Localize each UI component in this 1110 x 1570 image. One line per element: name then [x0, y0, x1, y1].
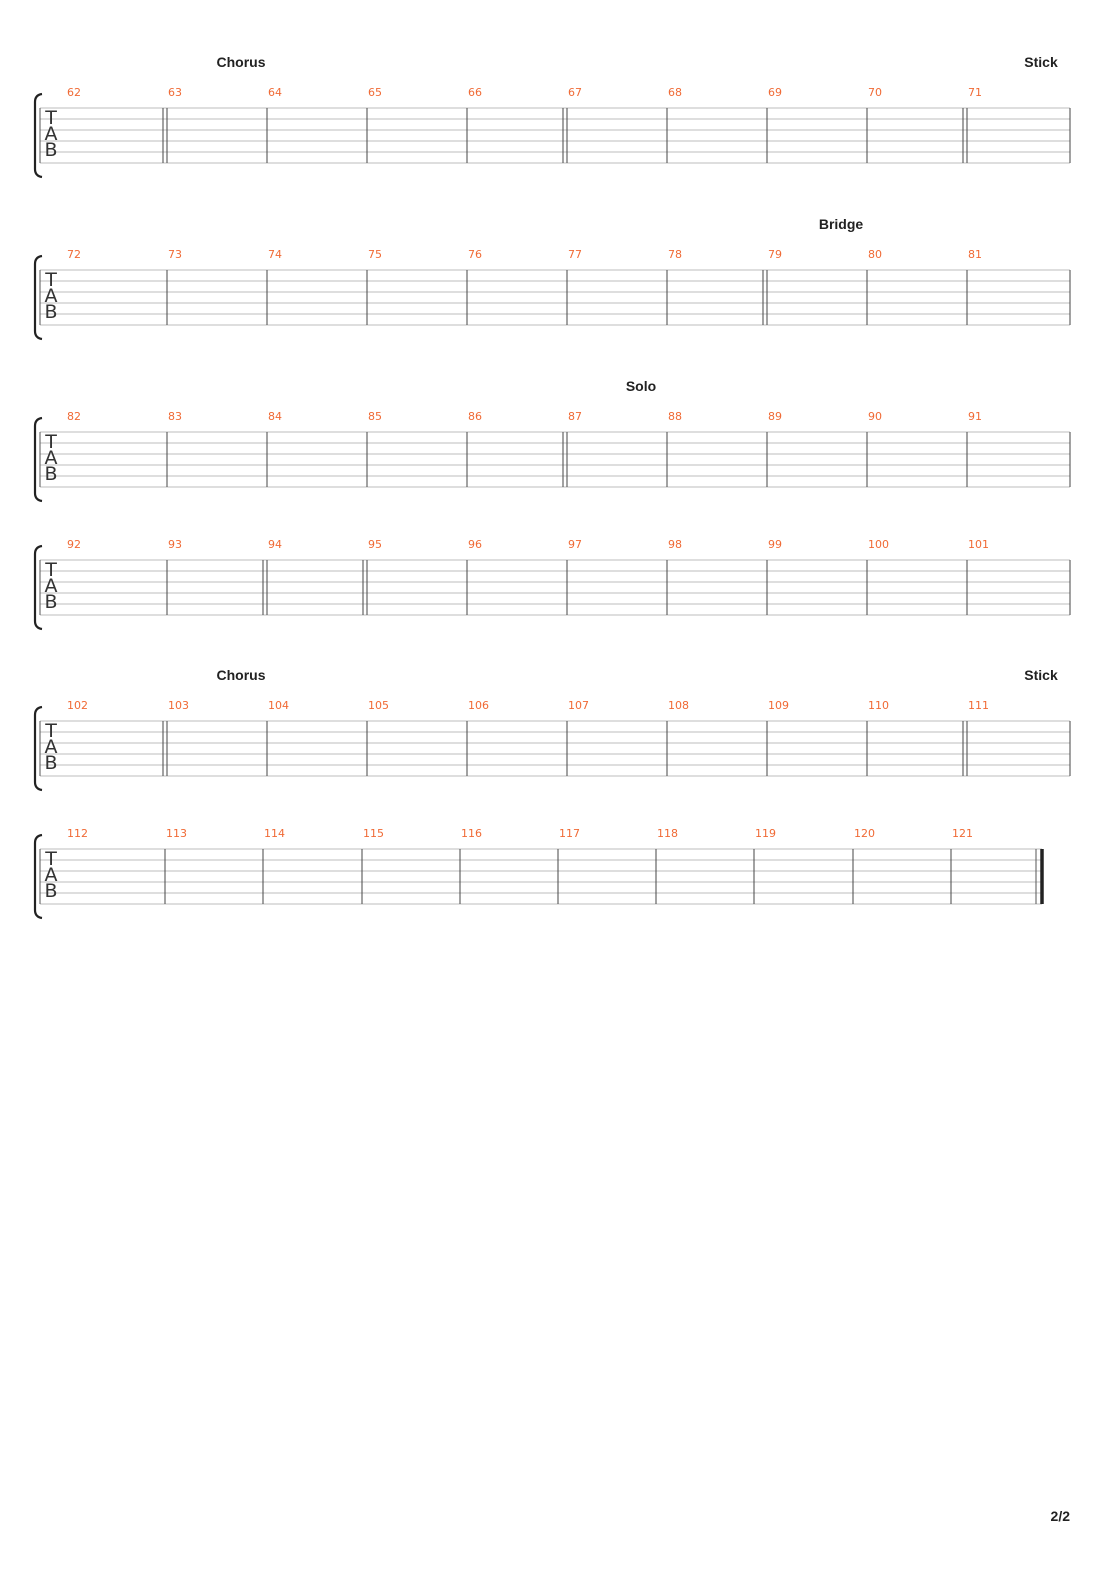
measure-number: 77: [568, 248, 582, 261]
measure-number: 65: [368, 86, 382, 99]
measure-number: 82: [67, 410, 81, 423]
measure-number: 76: [468, 248, 482, 261]
measure-number: 112: [67, 827, 88, 840]
measure-number: 110: [868, 699, 889, 712]
measure-number: 106: [468, 699, 489, 712]
tab-system: [35, 54, 1070, 177]
measure-number: 93: [168, 538, 182, 551]
measure-number: 109: [768, 699, 789, 712]
tab-clef-letter: T: [45, 848, 57, 870]
measure-number: 101: [968, 538, 989, 551]
section-marker: Stick: [1024, 54, 1058, 70]
measure-number: 67: [568, 86, 582, 99]
measure-number: 64: [268, 86, 282, 99]
section-marker: Chorus: [216, 667, 266, 683]
measure-number: 105: [368, 699, 389, 712]
measure-number: 99: [768, 538, 782, 551]
system-bracket: [35, 256, 42, 339]
measure-number: 111: [968, 699, 989, 712]
measure-number: 70: [868, 86, 882, 99]
measure-number: 103: [168, 699, 189, 712]
measure-number: 68: [668, 86, 682, 99]
measure-number: 74: [268, 248, 282, 261]
tab-clef-letter: B: [44, 880, 58, 902]
tab-system: [35, 216, 1070, 339]
measure-number: 90: [868, 410, 882, 423]
tab-clef-letter: T: [45, 720, 57, 742]
tab-clef-letter: A: [44, 864, 58, 886]
tab-clef-letter: T: [45, 107, 57, 129]
tab-clef-letter: B: [44, 301, 58, 323]
section-marker: Stick: [1024, 667, 1058, 683]
measure-number: 87: [568, 410, 582, 423]
measure-number: 73: [168, 248, 182, 261]
measure-number: 86: [468, 410, 482, 423]
measure-number: 92: [67, 538, 81, 551]
measure-number: 116: [461, 827, 482, 840]
measure-number: 115: [363, 827, 384, 840]
tab-clef-letter: T: [45, 559, 57, 581]
tab-system: [35, 667, 1070, 790]
measure-number: 120: [854, 827, 875, 840]
measure-number: 72: [67, 248, 81, 261]
measure-number: 96: [468, 538, 482, 551]
measure-number: 84: [268, 410, 282, 423]
system-bracket: [35, 94, 42, 177]
measure-number: 85: [368, 410, 382, 423]
tab-clef-letter: A: [44, 285, 58, 307]
system-bracket: [35, 835, 42, 918]
measure-number: 117: [559, 827, 580, 840]
measure-number: 78: [668, 248, 682, 261]
measure-number: 118: [657, 827, 678, 840]
system-bracket: [35, 546, 42, 629]
measure-number: 62: [67, 86, 81, 99]
tab-system: [35, 538, 1070, 629]
page-number: 2/2: [1050, 1508, 1070, 1524]
tab-clef-letter: A: [44, 575, 58, 597]
tab-clef-letter: B: [44, 752, 58, 774]
system-bracket: [35, 418, 42, 501]
measure-number: 98: [668, 538, 682, 551]
measure-number: 108: [668, 699, 689, 712]
measure-number: 75: [368, 248, 382, 261]
measure-number: 88: [668, 410, 682, 423]
measure-number: 97: [568, 538, 582, 551]
measure-number: 104: [268, 699, 289, 712]
measure-number: 66: [468, 86, 482, 99]
measure-number: 121: [952, 827, 973, 840]
section-marker: Solo: [625, 378, 657, 394]
tab-system: [35, 827, 1042, 918]
measure-number: 80: [868, 248, 882, 261]
tab-clef-letter: T: [45, 269, 57, 291]
measure-number: 79: [768, 248, 782, 261]
measure-number: 113: [166, 827, 187, 840]
measure-number: 107: [568, 699, 589, 712]
system-bracket: [35, 707, 42, 790]
measure-number: 63: [168, 86, 182, 99]
section-marker: Bridge: [818, 216, 864, 232]
tab-clef-letter: A: [44, 123, 58, 145]
measure-number: 119: [755, 827, 776, 840]
tab-clef-letter: B: [44, 139, 58, 161]
measure-number: 100: [868, 538, 889, 551]
measure-number: 95: [368, 538, 382, 551]
section-marker: Chorus: [216, 54, 266, 70]
measure-number: 71: [968, 86, 982, 99]
tab-clef-letter: B: [44, 463, 58, 485]
tab-clef-letter: B: [44, 591, 58, 613]
measure-number: 94: [268, 538, 282, 551]
tab-clef-letter: T: [45, 431, 57, 453]
measure-number: 89: [768, 410, 782, 423]
measure-number: 102: [67, 699, 88, 712]
measure-number: 91: [968, 410, 982, 423]
tab-clef-letter: A: [44, 447, 58, 469]
tab-system: [35, 378, 1070, 501]
tab-clef-letter: A: [44, 736, 58, 758]
measure-number: 114: [264, 827, 285, 840]
measure-number: 83: [168, 410, 182, 423]
measure-number: 81: [968, 248, 982, 261]
measure-number: 69: [768, 86, 782, 99]
